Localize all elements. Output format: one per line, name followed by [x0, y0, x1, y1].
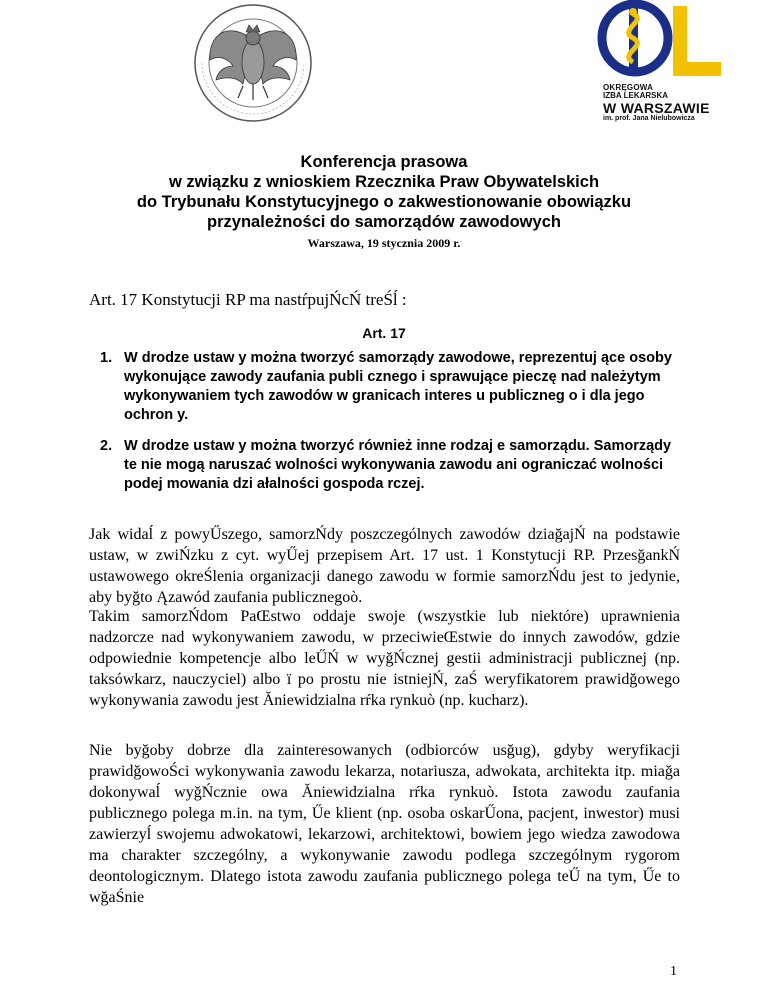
- headline-line4: przynależności do samorządów zawodowych: [207, 213, 561, 231]
- page-number: 1: [670, 964, 677, 979]
- article-title: Art. 17: [362, 325, 406, 341]
- body-paragraph-1: Jak widaĺ z powyŰszego, samorzŃdy poszczególnych zawodów dziağajŃ na podstawie ustaw, w zwiŃzku z cyt. wyŰej przepisem Art. 17 ust. 1 Konstytucji RP. PrzesğankŃ ustawowego okreŚlenia organizacji danego zawodu w formie samorzŃdu jest to jedynie, aby byğto Ązawód zaufania publicznegoò.: [89, 526, 680, 606]
- logo-org-line4: im. prof. Jana Nielubowicza: [603, 115, 695, 123]
- logo-org-line3: W WARSZAWIE: [603, 99, 710, 116]
- body-paragraph-3: Nie byğoby dobrze dla zainteresowanych (odbiorców usğug), gdyby weryfikacji prawidğowoŚci wykonywania zawodu lekarza, notariusza, adwokata, architekta itp. miağa dokonywaĺ wyğŃcznie owa Ăniewidzialna rŕka rynkuò. Istota zawodu zaufania publicznego polega m.in. na tym, Űe klient (np. osoba oskarŰona, pacjent, inwestor) musi zawierzyĺ swojemu adwokatowi, lekarzowi, architektowi, bowiem jego wiedza zawodowa ma charakter szczególny, a wykonywanie zawodu podlega szczególnym rygorom deontologicznym. Dlatego istota zawodu zaufania publicznego polega teŰ na tym, Űe to wğaŚnie: [89, 742, 680, 906]
- press-conference-headline: [90, 152, 678, 232]
- article-items: [100, 349, 680, 506]
- oil-logo: [573, 0, 728, 125]
- intro-text: Art. 17 Konstytucji RP ma nastŕpujŃcŃ treŚĺ :: [89, 290, 407, 309]
- logo-org-line2: IZBA LEKARSKA: [603, 91, 669, 101]
- article-item-number: 2.: [100, 438, 113, 454]
- article-item: [100, 437, 680, 494]
- logo-org-line1: OKRĘGOWA: [603, 83, 654, 92]
- headline-line1: Konferencja prasowa: [300, 153, 468, 171]
- article-item-number: 1.: [100, 350, 113, 366]
- article-item: [100, 349, 680, 425]
- headline-line3: do Trybunału Konstytucyjnego o zakwestionowanie obowiązku: [136, 193, 632, 211]
- body-paragraph-2: Takim samorzŃdom PaŒstwo oddaje swoje (wszystkie lub niektóre) uprawnienia nadzorcze nad wykonywaniem zawodu, w przeciwieŒstwie do innych zawodów, gdzie odpowiednie kompetencje albo leŰŃ w wyğŃcznej gestii administracji publicznej (np. taksówkarz, nauczyciel) albo ï po prostu nie istniejŃ, zaŚ weryfikatorem prawidğowego wykonywania zawodu jest Ăniewidzialna rŕka rynkuò (np. kucharz).: [89, 608, 680, 709]
- article-item-text: W drodze ustaw y można tworzyć samorządy zawodowe, reprezentuj ące osoby wykonujące zawody zaufania publi cznego i sprawujące pieczę nad należytym wykonywaniem tych zawodów w granicach interes u publiczneg o i dla jego ochron y.: [124, 350, 672, 423]
- headline-line2: w związku z wnioskiem Rzecznika Praw Obywatelskich: [168, 173, 600, 191]
- eagle-seal-logo: [188, 0, 318, 126]
- document-date: Warszawa, 19 stycznia 2009 r.: [307, 236, 461, 250]
- article-item-text: W drodze ustaw y można tworzyć również inne rodzaj e samorządu. Samorządy te nie mogą naruszać wolności wykonywania zawodu ani ograniczać wolności podej mowania dzi ałalności gospoda rczej.: [124, 438, 672, 492]
